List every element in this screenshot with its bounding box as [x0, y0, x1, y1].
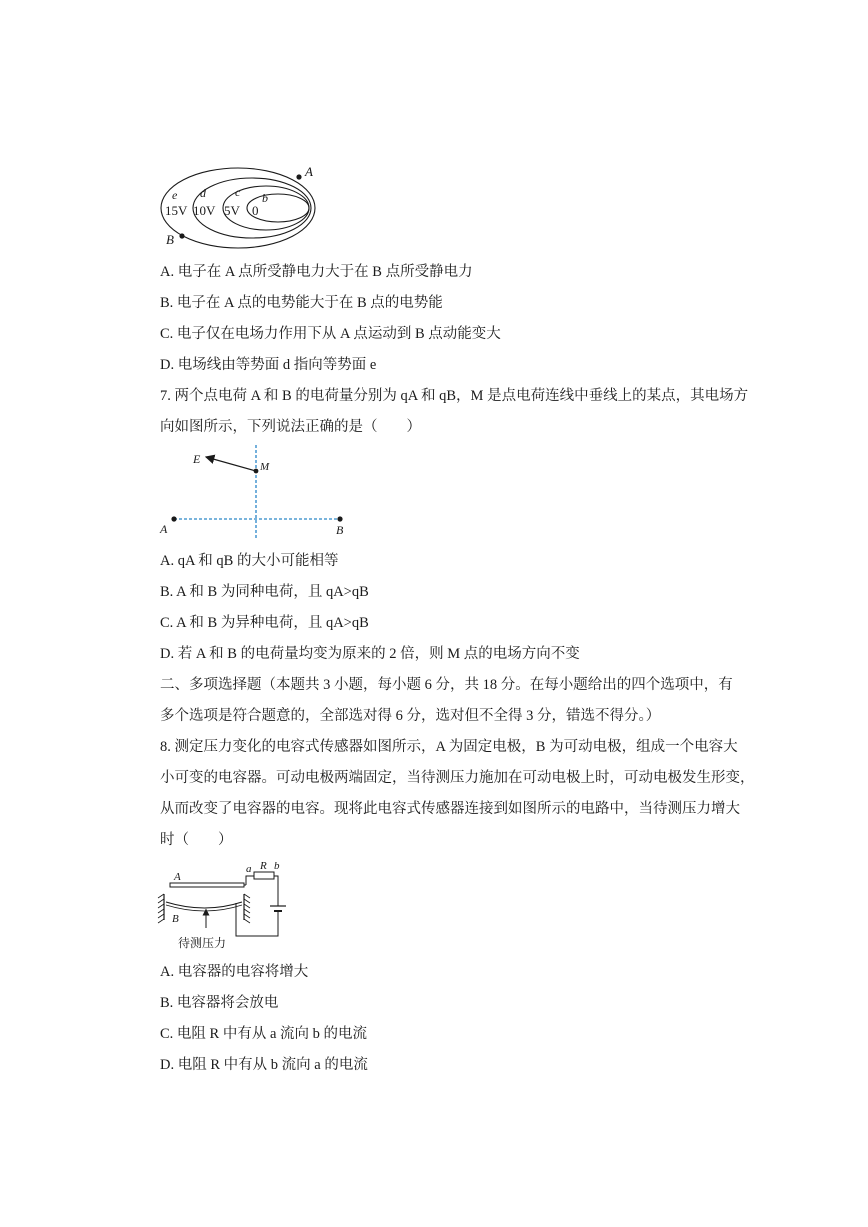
label-charge-A: A — [160, 522, 168, 536]
volt-0: 0 — [252, 203, 259, 218]
label-b: b — [262, 191, 268, 205]
label-c: c — [235, 185, 241, 199]
q6-option-a: A. 电子在 A 点所受静电力大于在 B 点所受静电力 — [160, 264, 473, 280]
charge-A — [171, 516, 176, 521]
label-R: R — [260, 860, 267, 872]
q7-option-b: B. A 和 B 为同种电荷，且 qA>qB — [160, 584, 369, 600]
q8-stem-line4: 时（ ） — [160, 832, 233, 848]
field-arrow — [206, 457, 256, 471]
resistor-R — [254, 872, 274, 879]
pressure-caption: 待测压力 — [178, 936, 227, 950]
label-A: A — [305, 164, 313, 179]
volt-10: 10V — [193, 203, 216, 218]
label-b: b — [274, 860, 280, 872]
wire-a — [246, 876, 254, 885]
wire-return — [236, 903, 278, 936]
q7-stem-line2: 向如图所示，下列说法正确的是（ ） — [160, 419, 421, 435]
q6-option-b: B. 电子在 A 点的电势能大于在 B 点的电势能 — [160, 295, 443, 311]
q8-stem-line2: 小可变的电容器。可动电极两端固定，当待测压力施加在可动电极上时，可动电极发生形变， — [160, 770, 755, 786]
section2-line2: 多个选项是符合题意的，全部选对得 6 分，选对但不全得 3 分，错选不得分。） — [160, 708, 661, 724]
q8-option-b: B. 电容器将会放电 — [160, 995, 279, 1011]
label-a: a — [246, 863, 252, 875]
label-charge-B: B — [336, 523, 344, 537]
plate-A — [170, 883, 244, 887]
q6-option-d: D. 电场线由等势面 d 指向等势面 e — [160, 357, 377, 373]
charges-figure — [160, 443, 350, 538]
q7-stem-line1: 7. 两个点电荷 A 和 B 的电荷量分别为 qA 和 qB，M 是点电荷连线中垂线上的某点，其电场方 — [160, 388, 749, 404]
label-plate-B: B — [172, 913, 179, 925]
q8-option-a: A. 电容器的电容将增大 — [160, 964, 309, 980]
plate-B — [166, 902, 242, 908]
q7-option-d: D. 若 A 和 B 的电荷量均变为原来的 2 倍，则 M 点的电场方向不变 — [160, 646, 580, 662]
sensor-circuit-figure — [150, 858, 300, 954]
label-d: d — [200, 186, 206, 200]
equipotential-figure — [160, 160, 330, 250]
q8-stem-line1: 8. 测定压力变化的电容式传感器如图所示，A 为固定电极，B 为可动电极，组成一个电容大 — [160, 739, 738, 755]
q8-option-c: C. 电阻 R 中有从 a 流向 b 的电流 — [160, 1026, 368, 1042]
q6-option-c: C. 电子仅在电场力作用下从 A 点运动到 B 点动能变大 — [160, 326, 501, 342]
label-plate-A: A — [174, 871, 181, 883]
q8-stem-line3: 从而改变了电容器的电容。现将此电容式传感器连接到如图所示的电路中，当待测压力增大 — [160, 801, 740, 817]
label-B: B — [166, 232, 174, 247]
label-E: E — [193, 452, 201, 466]
point-B — [179, 233, 184, 238]
q7-option-a: A. qA 和 qB 的大小可能相等 — [160, 553, 339, 569]
label-e: e — [172, 188, 178, 202]
charge-B — [337, 516, 342, 521]
label-M: M — [260, 461, 270, 473]
wire-b — [274, 876, 278, 906]
point-M — [254, 469, 259, 474]
point-A — [296, 174, 301, 179]
q7-option-c: C. A 和 B 为异种电荷，且 qA>qB — [160, 615, 369, 631]
volt-5: 5V — [224, 203, 240, 218]
section2-line1: 二、多项选择题（本题共 3 小题，每小题 6 分，共 18 分。在每小题给出的四个选项中，有 — [160, 677, 733, 693]
volt-15: 15V — [165, 203, 188, 218]
q8-option-d: D. 电阻 R 中有从 b 流向 a 的电流 — [160, 1057, 368, 1073]
